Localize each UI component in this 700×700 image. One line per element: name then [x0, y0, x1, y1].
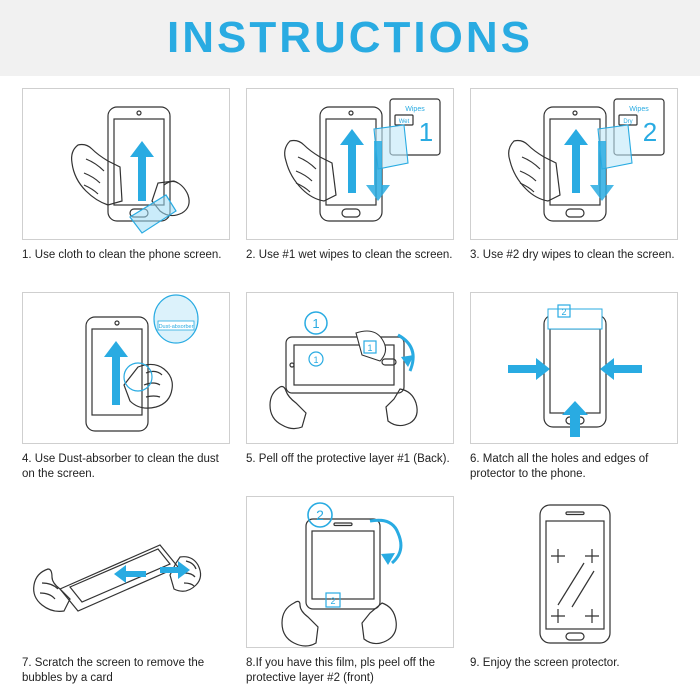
peel-layer-two-icon — [247, 497, 453, 647]
step-2-label-number: 1 — [418, 117, 434, 147]
step-4-label-dust-absorber: Dust-absorber — [158, 324, 194, 330]
step-3-label-dry: Dry — [623, 119, 633, 125]
step-8-badge-top: 2 — [316, 507, 324, 523]
step-2-label-wipes: Wipes — [405, 106, 425, 113]
step-5-illustration — [246, 292, 454, 444]
step-6-caption: 6. Match all the holes and edges of protector to the phone. — [470, 453, 649, 480]
dry-wipe-icon — [471, 89, 677, 239]
step-2 — [242, 82, 458, 286]
scratch-card-icon — [23, 497, 229, 647]
step-8 — [242, 490, 458, 694]
step-5-badge-mid: 1 — [313, 355, 319, 365]
step-9-illustration — [470, 496, 678, 648]
step-3-caption: 3. Use #2 dry wipes to clean the screen. — [470, 249, 675, 261]
step-3-label-wipes: Wipes — [629, 106, 649, 113]
step-7-caption: 7. Scratch the screen to remove the bubbles by a card — [22, 657, 205, 684]
step-8-illustration — [246, 496, 454, 648]
step-2-illustration — [246, 88, 454, 240]
step-5-badge-corner: 1 — [367, 343, 373, 353]
step-6 — [466, 286, 682, 490]
step-8-caption: 8.If you have this film, pls peel off the protective layer #2 (front) — [246, 657, 436, 684]
step-7 — [18, 490, 234, 694]
step-4 — [18, 286, 234, 490]
step-1 — [18, 82, 234, 286]
step-3 — [466, 82, 682, 286]
step-7-illustration — [22, 496, 230, 648]
step-6-badge: 2 — [561, 307, 567, 317]
step-6-illustration — [470, 292, 678, 444]
dust-absorber-icon — [23, 293, 229, 443]
page-title: INSTRUCTIONS — [167, 13, 533, 62]
step-5-caption: 5. Pell off the protective layer #1 (Back). — [246, 453, 450, 465]
wet-wipe-icon — [247, 89, 453, 239]
step-8-badge-bottom: 2 — [330, 596, 336, 606]
finished-phone-icon — [471, 497, 677, 647]
step-4-caption: 4. Use Dust-absorber to clean the dust on the screen. — [22, 453, 219, 480]
step-5-badge-top: 1 — [312, 316, 320, 331]
step-2-caption: 2. Use #1 wet wipes to clean the screen. — [246, 249, 453, 261]
step-3-illustration — [470, 88, 678, 240]
step-5 — [242, 286, 458, 490]
peel-layer-one-icon — [247, 293, 453, 443]
step-1-caption: 1. Use cloth to clean the phone screen. — [22, 249, 222, 261]
steps-grid — [0, 76, 700, 694]
step-4-illustration — [22, 292, 230, 444]
page-header — [0, 0, 700, 76]
step-9 — [466, 490, 682, 694]
step-3-label-number: 2 — [642, 117, 658, 147]
phone-cloth-clean-icon — [23, 89, 229, 239]
step-9-caption: 9. Enjoy the screen protector. — [470, 657, 620, 669]
align-protector-icon — [471, 293, 677, 443]
step-2-label-wet: Wet — [398, 119, 410, 125]
step-1-illustration — [22, 88, 230, 240]
